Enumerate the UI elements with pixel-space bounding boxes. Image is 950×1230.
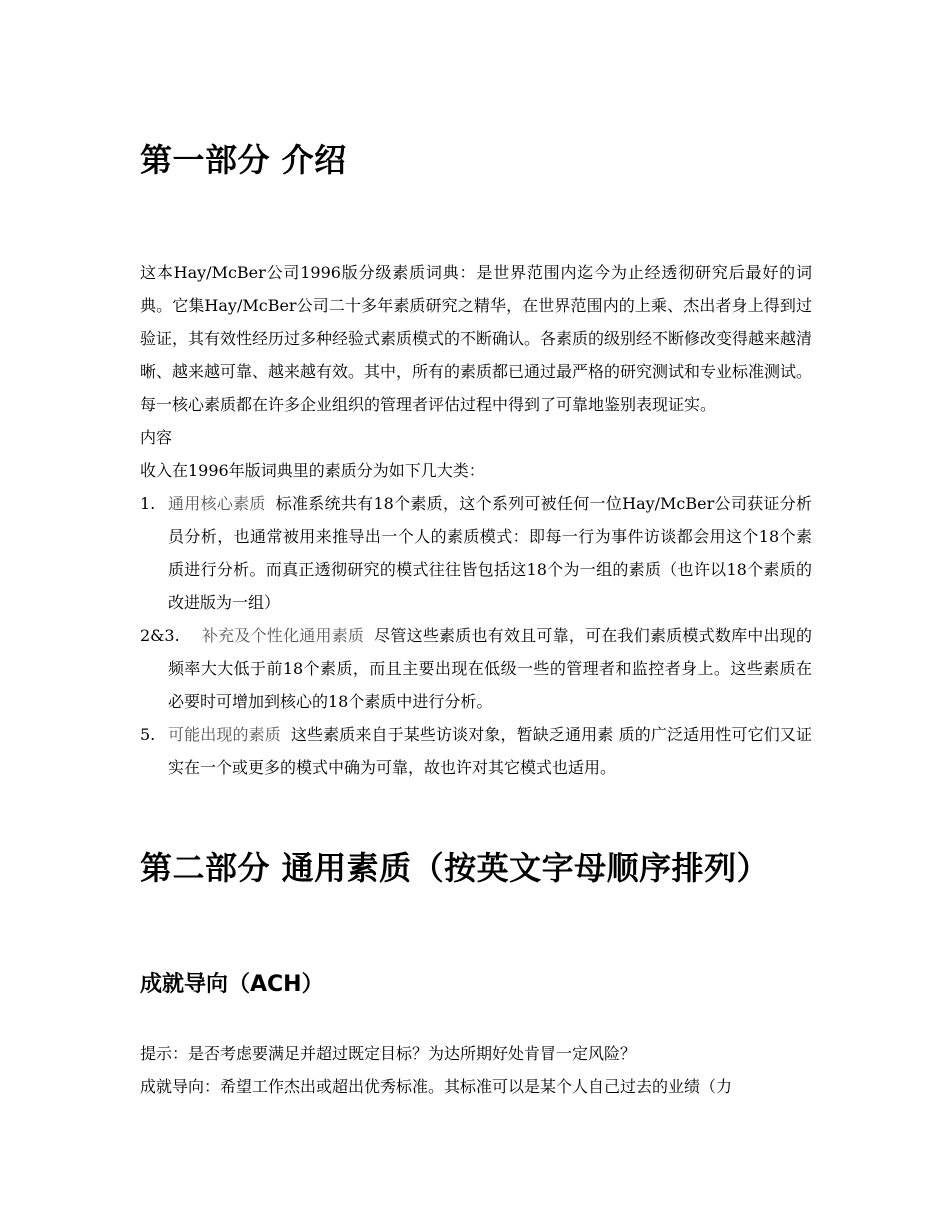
definition-line: 成就导向：希望工作杰出或超出优秀标准。其标准可以是某个人自己过去的业绩（力 bbox=[140, 1077, 733, 1096]
contents-label: 内容 bbox=[140, 428, 173, 447]
part1-body bbox=[140, 256, 812, 784]
contents-intro: 收入在1996年版词典里的素质分为如下几大类： bbox=[140, 461, 485, 480]
part2-title: 第二部分 通用素质（按英文字母顺序排列） bbox=[140, 849, 770, 887]
list-term: 通用核心素质 bbox=[168, 494, 266, 513]
ach-body bbox=[140, 1037, 812, 1103]
list-item-core bbox=[140, 487, 812, 619]
section-title-ach: 成就导向（ACH） bbox=[140, 972, 324, 997]
list-number: 2&3. bbox=[140, 626, 180, 645]
list-item-supplementary bbox=[140, 619, 812, 718]
intro-paragraph: 这本Hay/McBer公司1996版分级素质词典：是世界范围内迄今为止经透彻研究后最好的词典。它集Hay/McBer公司二十多年素质研究之精华，在世界范围内的上乘、杰出者身上得到过验证，其有效性经历过多种经验式素质模式的不断确认。各素质的级别经不断修改变得越来越清晰、越来越可靠、越来越有效。其中，所有的素质都已通过最严格的研究测试和专业标准测试。每一核心素质都在许多企业组织的管理者评估过程中得到了可靠地鉴别表现证实。 bbox=[140, 263, 813, 414]
part1-title: 第一部分 介绍 bbox=[140, 141, 347, 179]
list-number: 1. bbox=[140, 494, 156, 513]
list-number: 5. bbox=[140, 725, 156, 744]
list-term: 补充及个性化通用素质 bbox=[201, 626, 365, 645]
list-item-possible bbox=[140, 718, 812, 784]
list-text: 尽管这些素质也有效且可靠，可在我们素质模式数库中出现的频率大大低于前18个素质，而且主要出现在低级一些的管理者和监控者身上。这些素质在必要时可增加到核心的18个素质中进行分析。 bbox=[168, 626, 812, 711]
list-text: 这些素质来自于某些访谈对象，暂缺乏通用素 质的广泛适用性可它们又证实在一个或更多的模式中确为可靠，故也许对其它模式也适用。 bbox=[168, 725, 812, 777]
list-text: 标准系统共有18个素质，这个系列可被任何一位Hay/McBer公司获证分析员分析，也通常被用来推导出一个人的素质模式：即每一行为事件访谈都会用这个18个素质进行分析。而真正透彻研究的模式往往皆包括这18个为一组的素质（也许以18个素质的改进版为一组） bbox=[168, 494, 812, 612]
hint-line: 提示：是否考虑要满足并超过既定目标？为达所期好处肯冒一定风险？ bbox=[140, 1044, 637, 1063]
list-term: 可能出现的素质 bbox=[168, 725, 281, 744]
